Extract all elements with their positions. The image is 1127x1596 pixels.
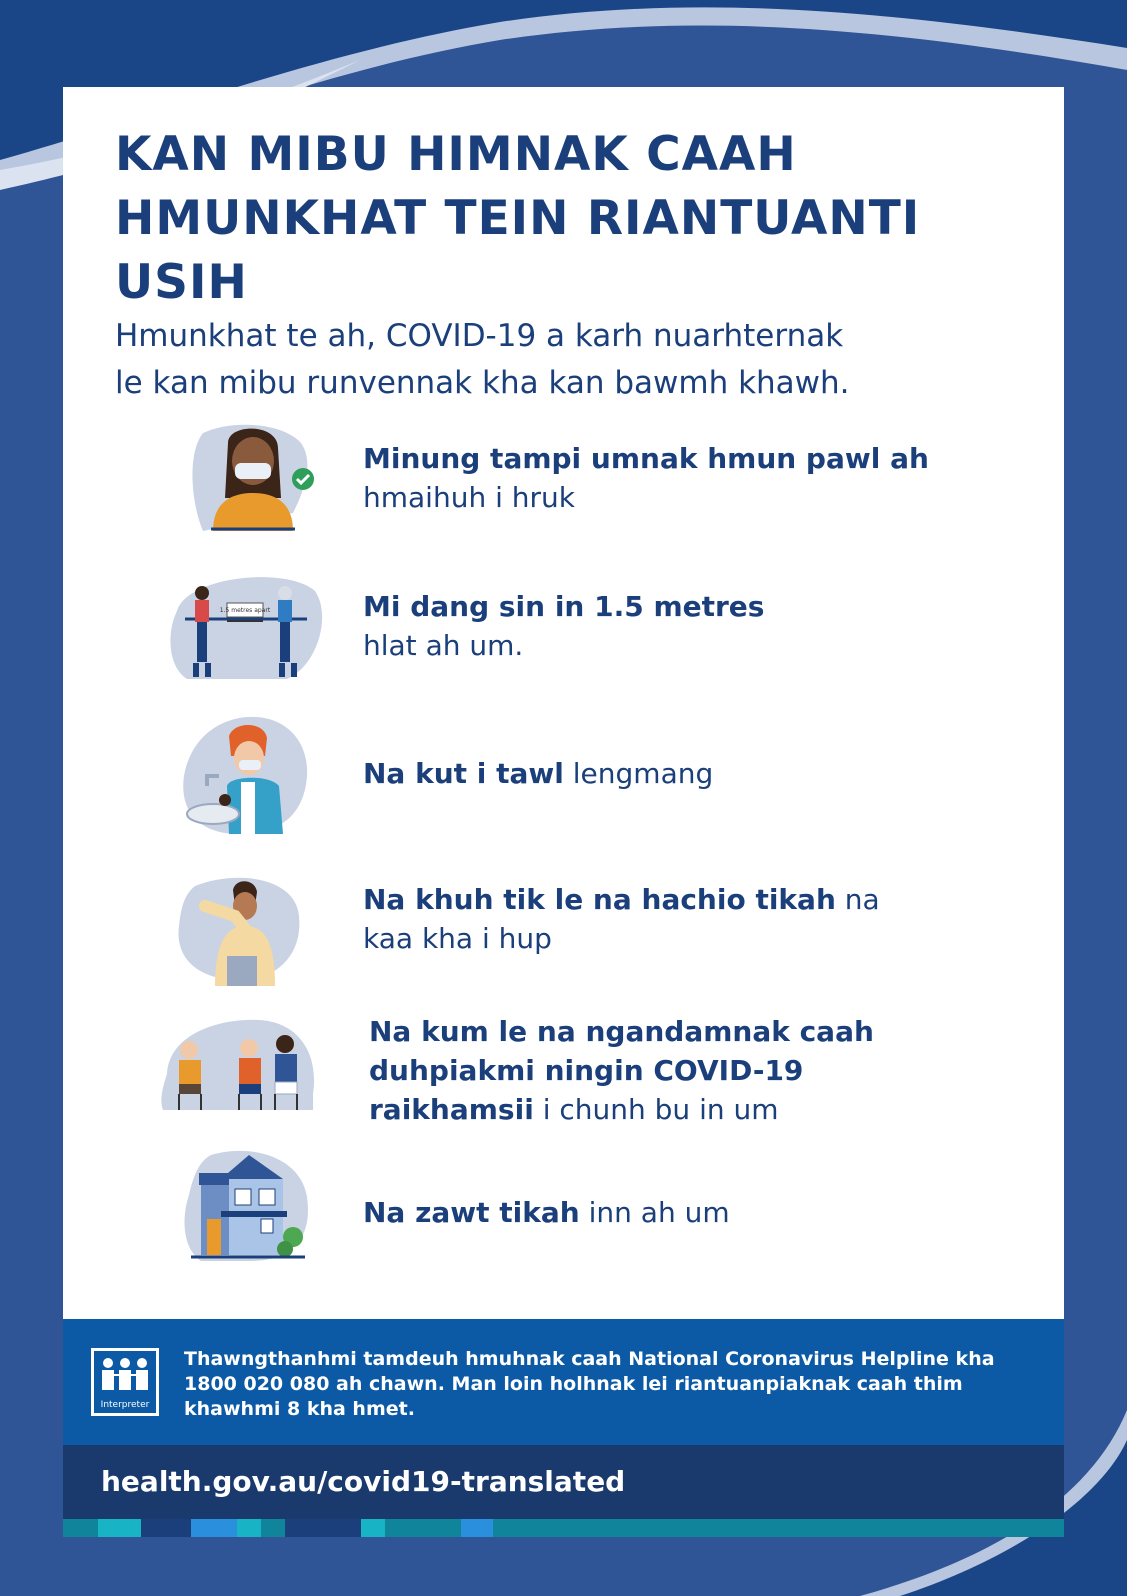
list-item: [63, 1149, 1064, 1264]
item-text: [363, 880, 923, 958]
vaccination-illustration: [159, 1014, 317, 1114]
list-item: [63, 872, 1064, 987]
interpreter-symbol-icon: [94, 1353, 156, 1399]
item-text: [363, 1193, 963, 1232]
item-rest: i chunh bu in um: [542, 1093, 779, 1126]
list-item: [63, 1012, 1064, 1127]
item-rest: hlat ah um.: [363, 629, 524, 662]
list-item: [63, 567, 1064, 682]
interpreter-label: Interpreter: [100, 1400, 150, 1410]
page-title: [115, 123, 1015, 315]
stripe-segment: [285, 1519, 361, 1537]
website-link[interactable]: health.gov.au/covid19-translated: [101, 1465, 626, 1498]
item-rest: lengmang: [572, 757, 714, 790]
item-bold: Na kum le na ngandamnak caah duhpiakmi ningin COVID-19 raikhamsii: [369, 1015, 874, 1126]
stripe-segment: [98, 1519, 141, 1537]
title-line: USIH: [115, 255, 248, 310]
item-bold: Mi dang sin in 1.5 metres: [363, 590, 765, 623]
list-item: [63, 417, 1064, 532]
item-rest: hmaihuh i hruk: [363, 481, 575, 514]
distancing-illustration: [167, 571, 327, 683]
item-text: [363, 587, 963, 665]
distance-sign: 1.5 metres apart: [219, 607, 271, 614]
item-bold: Na kut i tawl: [363, 757, 564, 790]
info-card: [63, 87, 1064, 1537]
item-text: [369, 1012, 929, 1129]
title-line: KAN MIBU HIMNAK CAAH: [115, 127, 797, 182]
item-rest: na kaa kha i hup: [363, 883, 880, 955]
color-stripe: [63, 1519, 1064, 1537]
item-bold: Minung tampi umnak hmun pawl ah: [363, 442, 929, 475]
title-line: HMUNKHAT TEIN RIANTUANTI: [115, 191, 921, 246]
subtitle: [115, 313, 1035, 407]
item-text: [363, 439, 963, 517]
helpline-text: Thawngthanhmi tamdeuh hmuhnak caah National Coronavirus Helpline kha 1800 020 080 ah chawn. Man loin holhnak lei riantuanpiaknak caah thim khawhmi 8 kha hmet.: [184, 1348, 995, 1420]
stay-home-illustration: [181, 1149, 313, 1261]
url-bar: [63, 1445, 1064, 1519]
list-item: [63, 712, 1064, 837]
item-text: [363, 754, 963, 793]
stripe-segment: [141, 1519, 191, 1537]
subtitle-line: Hmunkhat te ah, COVID-19 a karh nuarhternak: [115, 318, 844, 354]
helpline-banner: [63, 1319, 1064, 1445]
handwashing-illustration: [179, 716, 314, 836]
face-mask-illustration: [183, 423, 323, 531]
item-bold: Na zawt tikah: [363, 1196, 580, 1229]
item-rest: inn ah um: [588, 1196, 730, 1229]
stripe-segment: [191, 1519, 237, 1537]
interpreter-logo: [91, 1348, 159, 1416]
subtitle-line: le kan mibu runvennak kha kan bawmh khawh.: [115, 365, 850, 401]
stripe-segment: [461, 1519, 493, 1537]
stripe-segment: [237, 1519, 261, 1537]
cough-illustration: [175, 876, 305, 986]
stripe-segment: [361, 1519, 385, 1537]
item-bold: Na khuh tik le na hachio tikah: [363, 883, 836, 916]
